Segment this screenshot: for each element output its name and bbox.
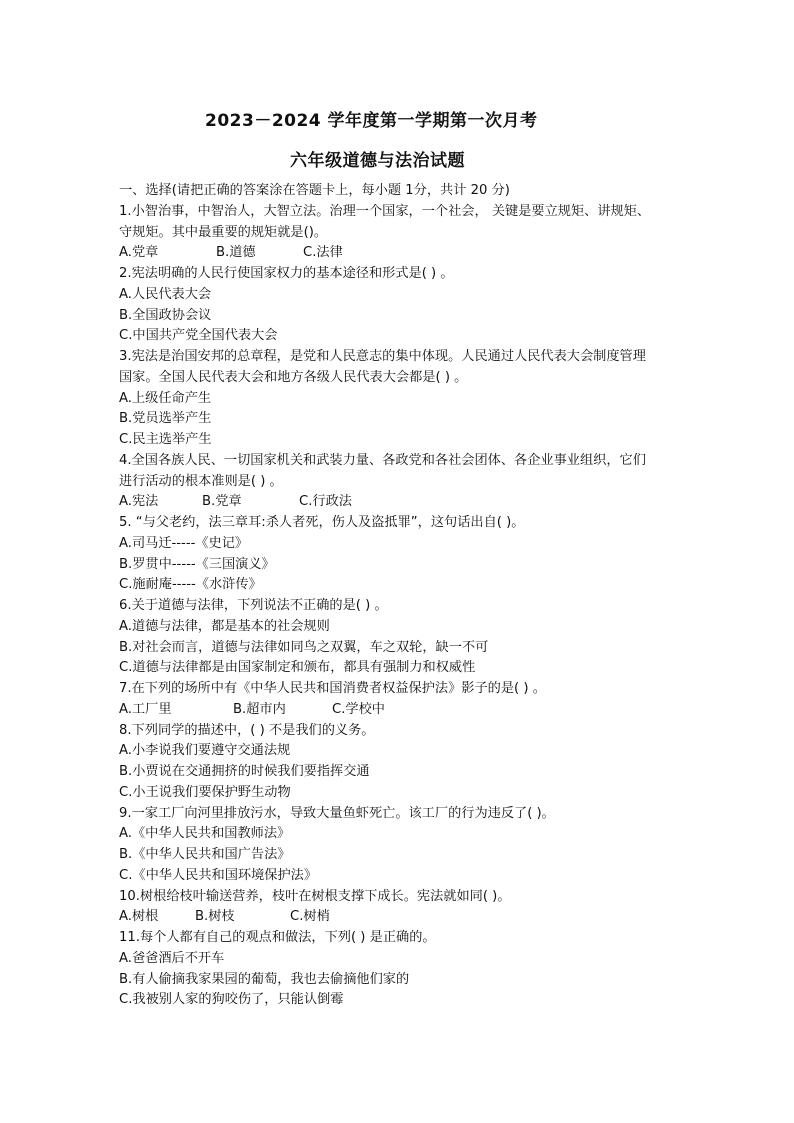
answer-option: A.《中华人民共和国教师法》: [119, 826, 291, 842]
answer-option: B.小贾说在交通拥挤的时候我们要指挥交通: [119, 764, 370, 779]
answer-option: B.罗贯中-----《三国演义》: [119, 556, 275, 572]
answer-option: B.道德: [216, 245, 256, 261]
question-stem-line: 7.在下列的场所中有《中华人民共和国消费者权益保护法》影子的是( ) 。: [119, 681, 546, 696]
answer-option: A.上级任命产生: [119, 390, 212, 406]
answer-option: B.《中华人民共和国广告法》: [119, 847, 291, 862]
question-stem-line: 3.宪法是治国安邦的总章程，是党和人民意志的集中体现。人民通过人民代表大会制度管理: [119, 349, 646, 364]
question-list: [119, 181, 699, 1011]
answer-option: A.司马迁-----《史记》: [119, 535, 249, 551]
answer-option: C.学校中: [332, 701, 385, 717]
answer-option: C.行政法: [299, 494, 352, 510]
question-block: [119, 596, 699, 679]
answer-option: B.超市内: [233, 701, 286, 717]
question-stem-line: 8.下列同学的描述中，( ) 不是我们的义务。: [119, 722, 375, 738]
question-block: [119, 347, 699, 451]
question-stem-line: 10.树根给枝叶输送营养，枝叶在树根支撑下成长。宪法就如同( )。: [119, 888, 511, 904]
answer-option: A.党章: [119, 245, 159, 261]
question-block: [119, 679, 699, 721]
answer-option: A.爸爸酒后不开车: [119, 950, 225, 966]
answer-option: C.小王说我们要保护野生动物: [119, 784, 291, 800]
question-block: [119, 928, 699, 1011]
question-stem-line: 11.每个人都有自己的观点和做法，下列( ) 是正确的。: [119, 930, 436, 945]
exam-subtitle: 六年级道德与法治试题: [290, 151, 465, 171]
section-heading: 一、选择(请把正确的答案涂在答题卡上，每小题 1分，共计 20 分): [119, 183, 510, 198]
question-block: [119, 513, 699, 596]
answer-option: B.树枝: [195, 909, 235, 925]
question-stem-line: 国家。全国人民代表大会和地方各级人民代表大会都是( ) 。: [119, 369, 468, 385]
exam-title: 2023－2024 学年度第一学期第一次月考: [205, 111, 538, 131]
answer-option: B.对社会而言，道德与法律如同鸟之双翼，车之双轮，缺一不可: [119, 639, 489, 655]
question-block: [119, 264, 699, 347]
question-stem-line: 6.关于道德与法律，下列说法不正确的是( ) 。: [119, 598, 388, 613]
option-row: [119, 700, 699, 721]
option-row: [119, 243, 699, 264]
answer-option: A.宪法: [119, 494, 159, 510]
question-block: [119, 804, 699, 887]
answer-option: C.树梢: [290, 909, 330, 925]
answer-option: A.树根: [119, 909, 159, 925]
answer-option: C.法律: [303, 245, 343, 261]
answer-option: C.民主选举产生: [119, 432, 212, 447]
question-block: [119, 721, 699, 804]
answer-option: B.党员选举产生: [119, 411, 212, 427]
question-block: [119, 451, 699, 513]
question-stem-line: 4.全国各族人民、一切国家机关和武装力量、各政党和各社会团体、各企业事业组织，它们: [119, 452, 646, 468]
option-row: [119, 492, 699, 513]
answer-option: C.施耐庵-----《水浒传》: [119, 577, 262, 593]
option-row: [119, 907, 699, 928]
question-stem-line: 1.小智治事，中智治人，大智立法。治理一个国家，一个社会， 关键是要立规矩、讲规矩、: [119, 203, 651, 219]
answer-option: C.我被别人家的狗咬伤了，只能认倒霉: [119, 992, 344, 1008]
question-stem-line: 9.一家工厂向河里排放污水，导致大量鱼虾死亡。该工厂的行为违反了( )。: [119, 805, 555, 821]
question-block: [119, 887, 699, 929]
answer-option: A.人民代表大会: [119, 286, 212, 302]
answer-option: B.全国政协会议: [119, 307, 212, 323]
question-stem-line: 5. “与父老约，法三章耳:杀人者死，伤人及盗抵罪”，这句话出自( )。: [119, 515, 525, 530]
answer-option: C.中国共产党全国代表大会: [119, 328, 278, 344]
questions-container: [119, 202, 699, 1011]
question-stem-line: 守规矩。其中最重要的规矩就是()。: [119, 224, 328, 240]
answer-option: B.有人偷摘我家果园的葡萄，我也去偷摘他们家的: [119, 971, 410, 987]
answer-option: C.《中华人民共和国环境保护法》: [119, 867, 318, 883]
answer-option: C.道德与法律都是由国家制定和颁布，都具有强制力和权威性: [119, 660, 476, 676]
question-stem-line: 进行活动的根本准则是( ) 。: [119, 473, 283, 489]
answer-option: A.工厂里: [119, 701, 172, 717]
question-stem-line: 2.宪法明确的人民行使国家权力的基本途径和形式是( ) 。: [119, 266, 454, 281]
answer-option: B.党章: [202, 494, 242, 510]
question-block: [119, 202, 699, 264]
answer-option: A.小李说我们要遵守交通法规: [119, 743, 291, 759]
answer-option: A.道德与法律，都是基本的社会规则: [119, 618, 330, 634]
